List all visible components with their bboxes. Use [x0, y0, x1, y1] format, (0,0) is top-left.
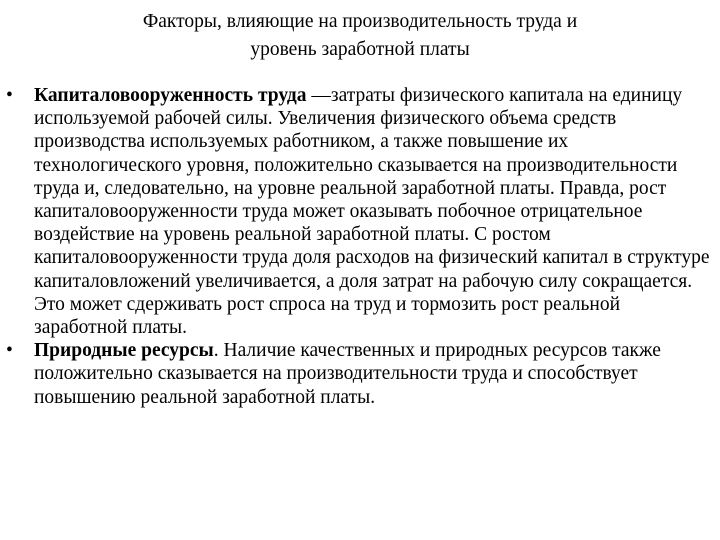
title-line-1: Факторы, влияющие на производительность труда и [142, 11, 578, 32]
bullet-text-capital: —затраты физического капитала на единицу используемой рабочей силы. Увеличения физического объема средств производства используемых работником, а также повышение их технологического уровня, положительно сказывается на производительности труда и, следовательно, на уровне реальной заработной платы. Правда, рост капиталовооруженности труда может оказывать побочное отрицательное воздействие на уровень реальной заработной платы. С ростом капиталовооруженности труда доля расходов на физический капитал в структуре капиталовложений увеличивается, а доля затрат на рабочую силу сокращается. Это может сдерживать рост спроса на труд и тормозить рост реальной заработной платы. [34, 85, 710, 339]
title-line-2: уровень заработной платы [250, 39, 470, 60]
bullet-icon: • [6, 85, 13, 106]
bullet-item-natural-resources [0, 339, 720, 409]
bullet-term-capital: Капиталовооруженность труда [34, 85, 307, 106]
bullet-list [0, 84, 720, 409]
bullet-item-capital [0, 84, 720, 339]
bullet-term-natural-resources: Природные ресурсы [34, 340, 214, 362]
bullet-icon: • [6, 340, 13, 362]
slide-title [40, 8, 680, 64]
bullet-text-natural-resources: . Наличие качественных и природных ресурсов также положительно сказывается на производительности труда и способствует повышению реальной заработной платы. [34, 340, 661, 408]
